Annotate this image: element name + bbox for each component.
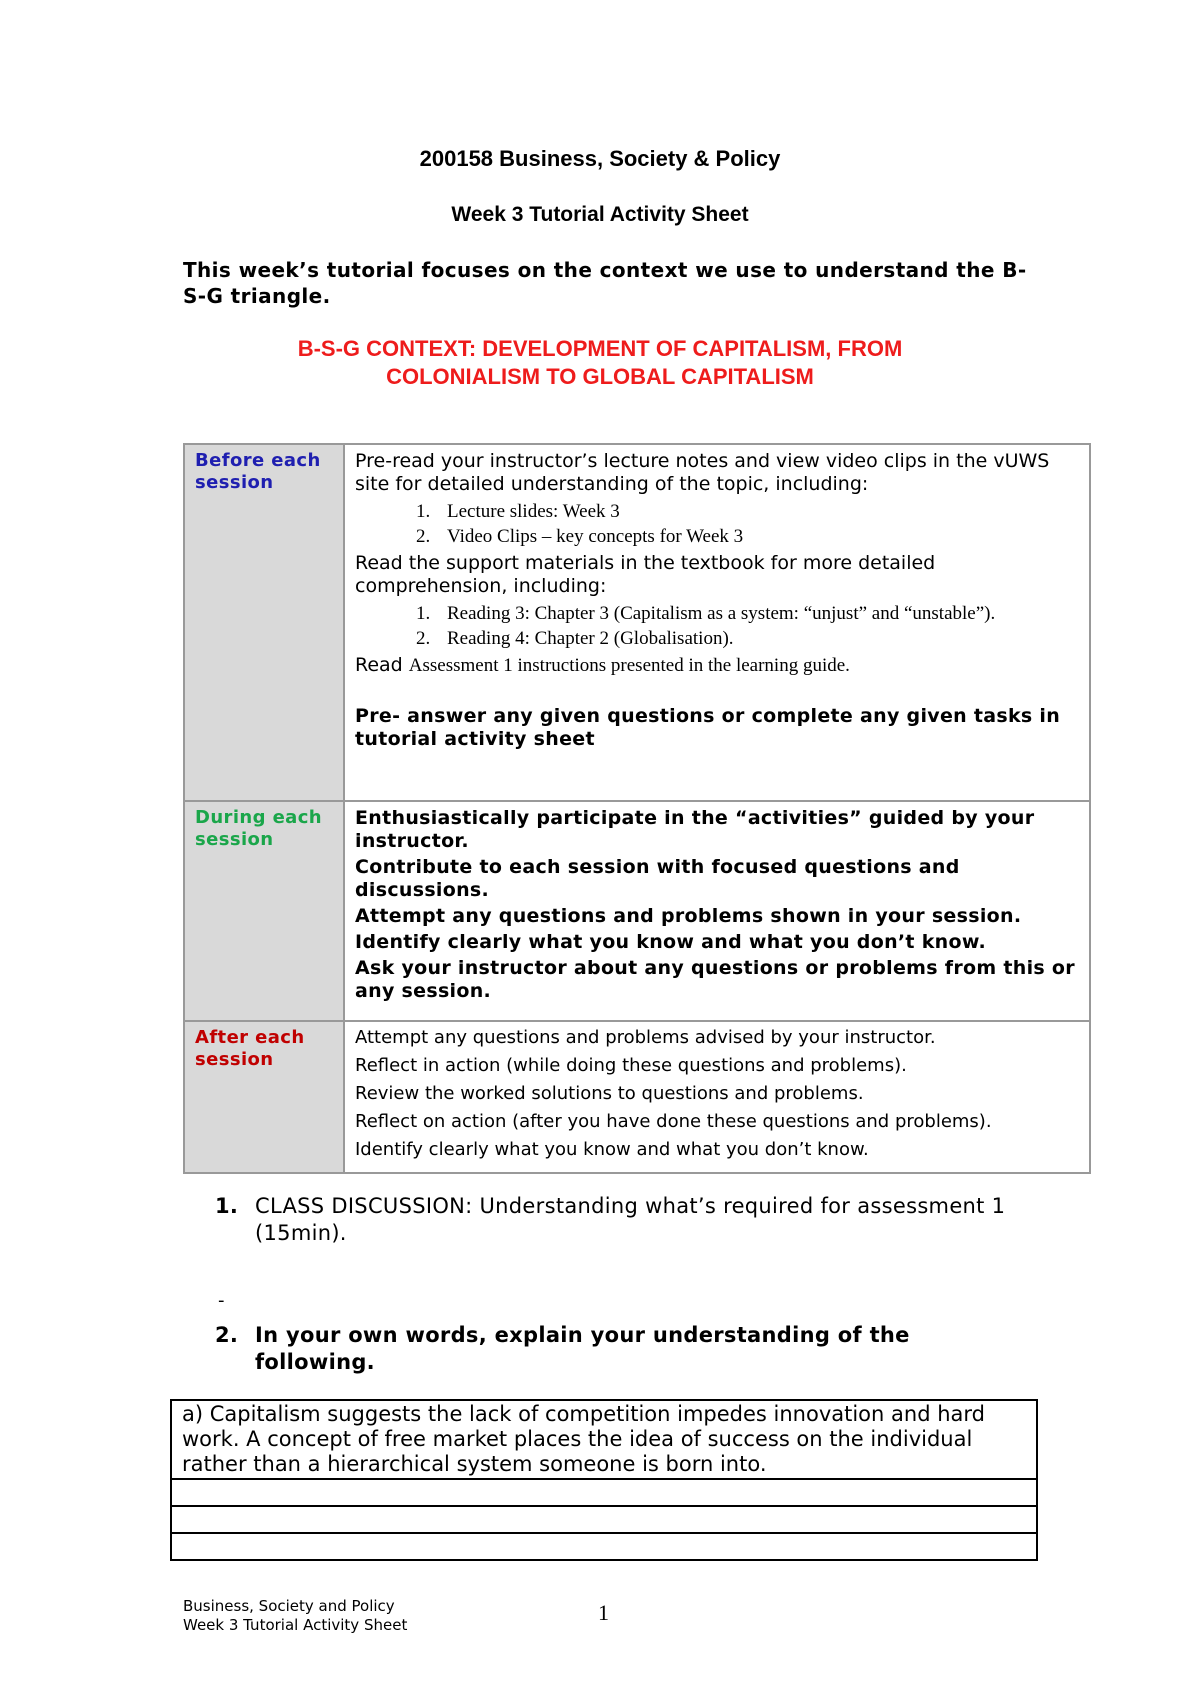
after-line: Identify clearly what you know and what you don’t know. xyxy=(355,1139,869,1160)
context-heading-line1: B-S-G CONTEXT: DEVELOPMENT OF CAPITALISM, FROM xyxy=(297,336,903,361)
question-2-text: In your own words, explain your understanding of the following. xyxy=(255,1323,910,1374)
read-rest: Assessment 1 instructions presented in the learning guide. xyxy=(408,655,850,676)
answer-blank-cell[interactable] xyxy=(171,1479,1037,1506)
list-item: 2. Reading 4: Chapter 2 (Globalisation). xyxy=(435,626,1079,651)
after-content xyxy=(344,1021,1090,1173)
read-prefix: Read xyxy=(355,654,409,676)
question-2-number: 2. xyxy=(215,1323,239,1347)
after-label: After each session xyxy=(184,1021,344,1173)
answer-a[interactable]: a) Capitalism suggests the lack of competition impedes innovation and hard work. A concept of free market places the idea of success on the individual rather than a hierarchical system someone is born into. xyxy=(171,1400,1037,1479)
before-read-line xyxy=(355,654,1079,677)
during-line: Contribute to each session with focused questions and discussions. xyxy=(355,856,960,901)
list-item: 1. Reading 3: Chapter 3 (Capitalism as a system: “unjust” and “unstable”). xyxy=(435,601,1079,626)
question-1-number: 1. xyxy=(215,1194,239,1218)
answer-blank-cell[interactable] xyxy=(171,1533,1037,1560)
table-row-after xyxy=(184,1021,1090,1173)
footer xyxy=(183,1597,407,1635)
sheet-title: Week 3 Tutorial Activity Sheet xyxy=(451,203,749,226)
after-line: Reflect in action (while doing these questions and problems). xyxy=(355,1055,907,1076)
after-line: Attempt any questions and problems advised by your instructor. xyxy=(355,1027,936,1048)
answer-row-blank xyxy=(171,1506,1037,1533)
course-title: 200158 Business, Society & Policy xyxy=(419,146,781,171)
footer-line2: Week 3 Tutorial Activity Sheet xyxy=(183,1616,408,1634)
after-line: Reflect on action (after you have done these questions and problems). xyxy=(355,1111,992,1132)
before-list-1 xyxy=(355,499,1079,549)
table-row-during xyxy=(184,801,1090,1021)
answer-row xyxy=(171,1400,1037,1479)
before-pre-answer: Pre- answer any given questions or complete any given tasks in tutorial activity sheet xyxy=(355,705,1061,750)
during-line: Enthusiastically participate in the “activities” guided by your instructor. xyxy=(355,807,1035,852)
before-list-2 xyxy=(355,601,1079,651)
context-heading-line2: COLONIALISM TO GLOBAL CAPITALISM xyxy=(386,364,814,389)
intro-paragraph: This week’s tutorial focuses on the context we use to understand the B-S-G triangle. xyxy=(183,258,1027,308)
during-line: Identify clearly what you know and what you don’t know. xyxy=(355,931,986,953)
during-line: Ask your instructor about any questions or problems from this or any session. xyxy=(355,957,1075,1002)
question-1-text: CLASS DISCUSSION: Understanding what’s required for assessment 1 (15min). xyxy=(255,1194,1006,1245)
before-label: Before each session xyxy=(184,444,344,801)
context-heading xyxy=(0,335,1200,391)
answer-row-blank xyxy=(171,1479,1037,1506)
list-item: 2. Video Clips – key concepts for Week 3 xyxy=(435,524,1079,549)
after-line: Review the worked solutions to questions and problems. xyxy=(355,1083,864,1104)
table-row-before xyxy=(184,444,1090,801)
during-line: Attempt any questions and problems shown in your session. xyxy=(355,905,1022,927)
footer-line1: Business, Society and Policy xyxy=(183,1597,395,1615)
before-intro: Pre-read your instructor’s lecture notes and view video clips in the vUWS site for detailed understanding of the topic, including: xyxy=(355,450,1050,495)
activity-table xyxy=(183,443,1091,1174)
answer-row-blank xyxy=(171,1533,1037,1560)
answer-blank-cell[interactable] xyxy=(171,1506,1037,1533)
question-2 xyxy=(215,1322,1015,1376)
question-1 xyxy=(215,1193,1015,1247)
page-number: 1 xyxy=(598,1600,609,1625)
before-support: Read the support materials in the textbook for more detailed comprehension, including: xyxy=(355,552,936,597)
dash-marker: - xyxy=(218,1290,225,1311)
during-label: During each session xyxy=(184,801,344,1021)
list-item: 1. Lecture slides: Week 3 xyxy=(435,499,1079,524)
before-content xyxy=(344,444,1090,801)
during-content xyxy=(344,801,1090,1021)
answer-table xyxy=(170,1399,1038,1561)
